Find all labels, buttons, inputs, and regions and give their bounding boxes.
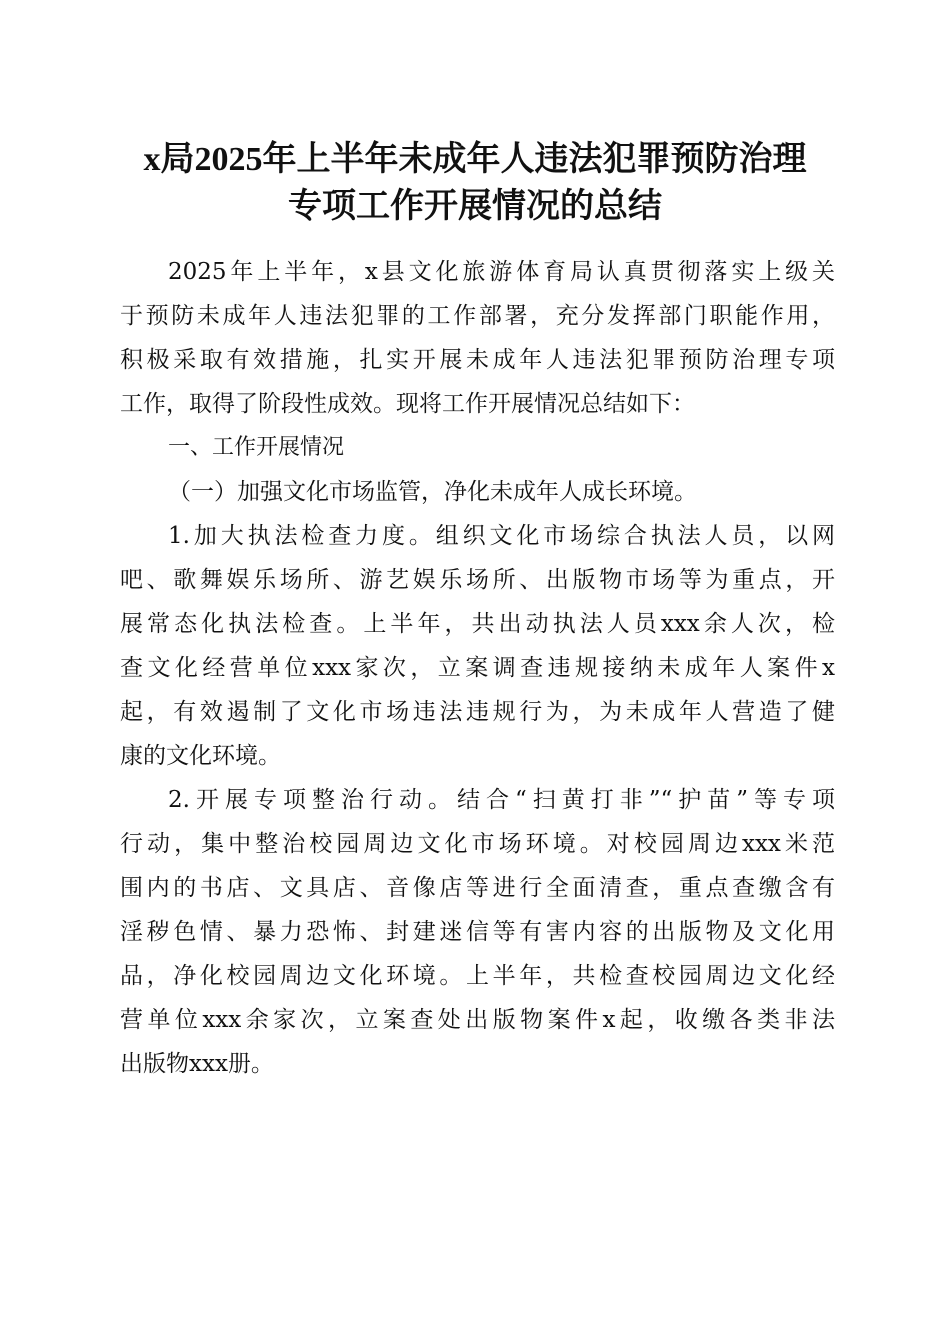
- text-line: 康的文化环境。: [120, 743, 281, 769]
- text-line: 营单位xxx余家次，立案查处出版物案件x起，收缴各类非法: [120, 1007, 835, 1033]
- subsection-heading: （一）加强文化市场监管，净化未成年人成长环境。: [168, 479, 697, 505]
- title-line-2: 专项工作开展情况的总结: [288, 188, 662, 225]
- document-title: [0, 136, 950, 230]
- text-line: 出版物xxx册。: [120, 1051, 274, 1077]
- text-line: 2025年上半年，x县文化旅游体育局认真贯彻落实上级关: [168, 259, 835, 285]
- text-line: 查文化经营单位xxx家次，立案调查违规接纳未成年人案件x: [120, 655, 835, 681]
- text-line: 积极采取有效措施，扎实开展未成年人违法犯罪预防治理专项: [120, 347, 835, 373]
- text-line: 展常态化执法检查。上半年，共出动执法人员xxx余人次，检: [120, 611, 835, 637]
- intro-paragraph: [120, 250, 835, 426]
- text-line: 品，净化校园周边文化环境。上半年，共检查校园周边文化经: [120, 963, 835, 989]
- text-line: 行动，集中整治校园周边文化市场环境。对校园周边xxx米范: [120, 831, 835, 857]
- item-2-paragraph: [120, 778, 835, 1086]
- title-line-1: x局2025年上半年未成年人违法犯罪预防治理: [143, 141, 807, 178]
- text-line: 1.加大执法检查力度。组织文化市场综合执法人员，以网: [168, 523, 835, 549]
- text-line: 2.开展专项整治行动。结合“扫黄打非”“护苗”等专项: [168, 787, 835, 813]
- text-line: 工作，取得了阶段性成效。现将工作开展情况总结如下：: [120, 391, 695, 417]
- document-body: [120, 250, 835, 1086]
- item-1-paragraph: [120, 514, 835, 778]
- text-line: 围内的书店、文具店、音像店等进行全面清查，重点查缴含有: [120, 875, 835, 901]
- text-line: 于预防未成年人违法犯罪的工作部署，充分发挥部门职能作用，: [120, 303, 835, 329]
- text-line: 起，有效遏制了文化市场违法违规行为，为未成年人营造了健: [120, 699, 835, 725]
- text-line: 吧、歌舞娱乐场所、游艺娱乐场所、出版物市场等为重点，开: [120, 567, 835, 593]
- section-heading: 一、工作开展情况: [168, 435, 345, 460]
- text-line: 淫秽色情、暴力恐怖、封建迷信等有害内容的出版物及文化用: [120, 919, 835, 945]
